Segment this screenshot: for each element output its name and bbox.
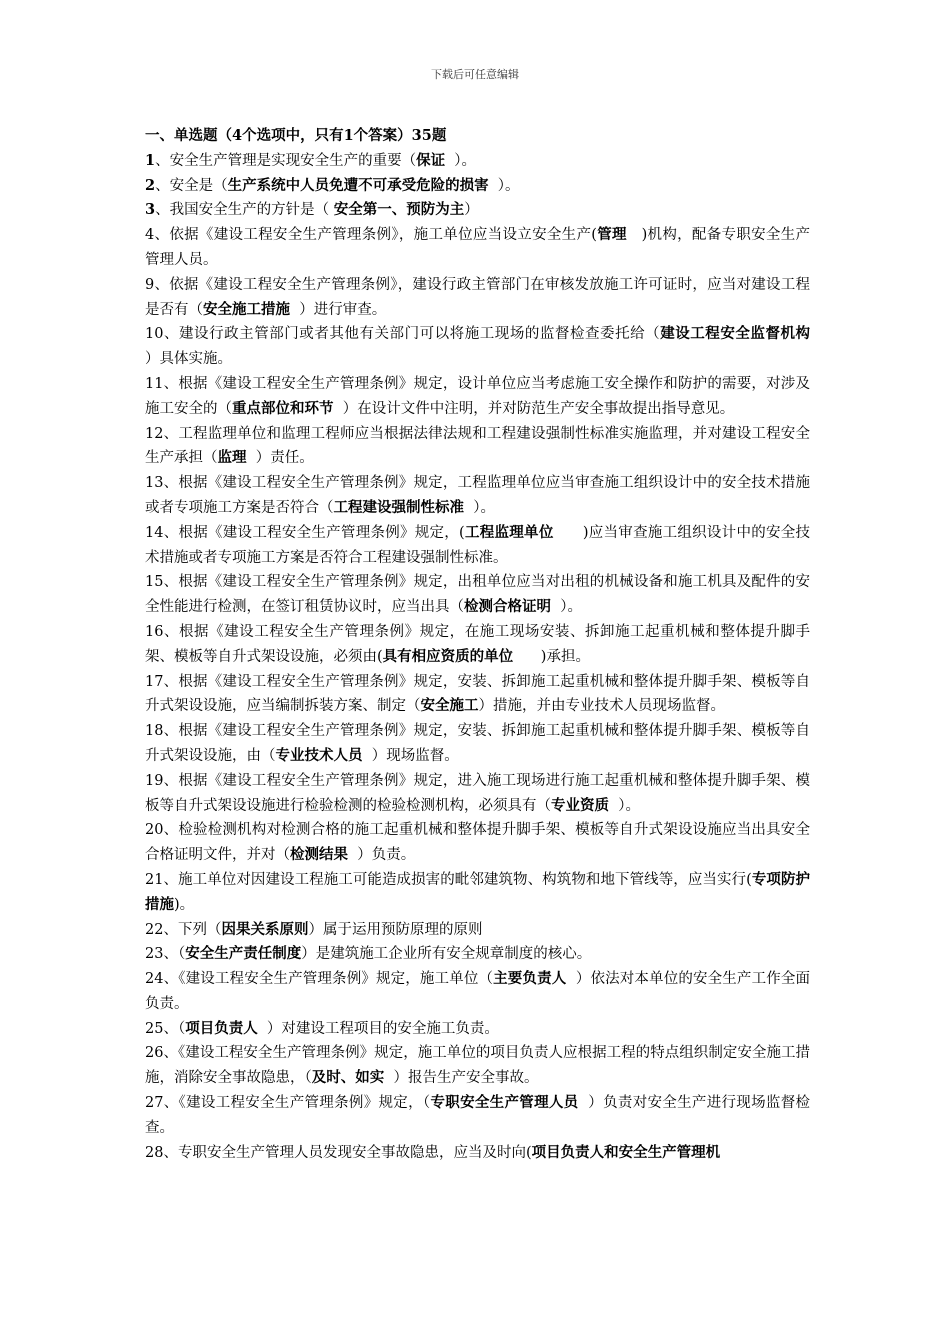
question-text-tail: ）属于运用预防原理的原则 — [308, 921, 483, 938]
answer-text: 专业技术人员 — [275, 746, 363, 764]
question-number: 18 — [145, 723, 164, 740]
question-number: 11 — [145, 375, 164, 392]
question-number: 12 — [145, 425, 164, 442]
question-text-tail: ）。 — [551, 599, 582, 616]
section-title: 一、单选题（4个选项中，只有1个答案）35题 — [145, 127, 447, 144]
question-item — [145, 570, 810, 620]
question-text: 、根据《建设工程安全生产管理条例》规定，进入施工现场进行施工起重机械和整体提升脚手架、模板等自升式架设设施进行检验检测的检验检测机构，必须具有（ — [145, 772, 810, 814]
answer-text: 专项防护措施 — [145, 870, 811, 913]
question-text-tail: ）对建设工程项目的安全施工负责。 — [257, 1020, 499, 1037]
question-text-tail: ）。 — [464, 499, 495, 516]
question-text-tail: ）是建筑施工企业所有安全规章制度的核心。 — [301, 946, 592, 963]
question-text-tail: )应当审查施工组织设计中的安全技术措施或者专项施工方案是否符合工程建设强制性标准。 — [145, 524, 811, 566]
question-item — [145, 1091, 810, 1141]
question-number: 26 — [145, 1045, 164, 1062]
question-item — [145, 471, 810, 521]
question-number: 3 — [145, 201, 156, 219]
question-number: 14 — [145, 524, 164, 541]
question-text-tail: ）负责对安全生产进行现场监督检查。 — [145, 1095, 811, 1136]
question-text: 、依据《建设工程安全生产管理条例》，建设行政主管部门在审核发放施工许可证时，应当对建设工程是否有（ — [145, 276, 810, 318]
answer-text: 检测合格证明 — [464, 598, 551, 616]
question-item — [145, 967, 810, 1017]
answer-text: 管理 — [596, 226, 627, 244]
answer-text: 安全施工措施 — [203, 300, 290, 318]
answer-text: 因果关系原则 — [221, 920, 309, 938]
question-number: 16 — [145, 623, 164, 640]
document-body — [145, 124, 829, 1165]
question-text: 、依据《建设工程安全生产管理条例》，施工单位应当设立安全生产( — [154, 227, 597, 244]
answer-text: 项目负责人 — [185, 1019, 258, 1037]
question-text-tail: ）。 — [488, 177, 520, 194]
question-item — [145, 942, 810, 967]
question-number: 15 — [145, 574, 164, 591]
question-item — [145, 769, 810, 819]
question-number: 13 — [145, 475, 164, 492]
question-text-tail: ）措施，并由专业技术人员现场监督。 — [478, 698, 725, 715]
answer-text: 及时、如实 — [311, 1069, 385, 1087]
question-item — [145, 1017, 810, 1042]
question-item — [145, 422, 810, 472]
answer-text: 安全第一、预防为主 — [333, 201, 465, 219]
question-text-tail: )。 — [174, 896, 195, 913]
question-text-tail: ） — [464, 202, 479, 219]
answer-text: 生产系统中人员免遭不可承受危险的损害 — [227, 176, 489, 194]
question-text-tail: )承担。 — [513, 648, 590, 665]
question-item — [145, 1041, 810, 1091]
answer-text: 保证 — [416, 151, 446, 169]
question-item — [145, 670, 810, 720]
question-text: 、我国安全生产的方针是（ — [155, 202, 334, 219]
answer-text: 主要负责人 — [493, 970, 567, 988]
question-item — [145, 273, 810, 323]
question-number: 24 — [145, 971, 164, 988]
answer-text: 安全生产责任制度 — [185, 945, 302, 963]
question-text: 、根据《建设工程安全生产管理条例》规定，( — [163, 524, 465, 541]
question-item — [145, 223, 810, 273]
question-text: 、（ — [163, 1020, 186, 1037]
answer-text: 工程建设强制性标准 — [333, 498, 464, 516]
question-number: 9 — [145, 276, 155, 293]
question-number: 17 — [145, 673, 164, 690]
question-text: 、施工单位对因建设工程施工可能造成损害的毗邻建筑物、构筑物和地下管线等，应当实行( — [163, 871, 752, 888]
question-number: 2 — [145, 176, 156, 194]
question-text-tail: ）。 — [609, 797, 640, 814]
question-text: 、下列（ — [163, 921, 222, 938]
question-item — [145, 149, 810, 174]
question-text: 、（ — [163, 946, 186, 963]
question-text: 、检验检测机构对检测合格的施工起重机械和整体提升脚手架、模板等自升式架设设施应当出具安全合格证明文件，并对（ — [145, 822, 810, 864]
question-text-tail: ）现场监督。 — [362, 747, 459, 764]
question-item — [145, 322, 829, 372]
answer-text: 检测结果 — [290, 846, 348, 864]
question-text: 、根据《建设工程安全生产管理条例》规定，出租单位应当对出租的机械设备和施工机具及配件的安全性能进行检测，在签订租赁协议时，应当出具（ — [145, 574, 810, 616]
question-item — [145, 372, 810, 422]
question-list — [145, 149, 829, 1166]
question-number: 10 — [145, 326, 164, 343]
answer-text: 监理 — [217, 449, 247, 467]
question-number: 19 — [145, 772, 164, 789]
question-number: 25 — [145, 1020, 164, 1037]
question-text: 、专职安全生产管理人员发现安全事故隐患，应当及时向( — [163, 1144, 532, 1161]
question-item — [145, 198, 810, 223]
question-text: 、根据《建设工程安全生产管理条例》规定，设计单位应当考虑施工安全操作和防护的需要，对涉及施工安全的（ — [145, 375, 810, 417]
question-item — [145, 174, 810, 199]
question-text-tail: ）具体实施。 — [145, 326, 829, 368]
question-text: 、安全生产管理是实现安全生产的重要（ — [155, 152, 417, 169]
question-text-tail: ）负责。 — [348, 847, 416, 864]
question-text: 、根据《建设工程安全生产管理条例》规定，安装、拆卸施工起重机械和整体提升脚手架、模板等自升式架设设施，由（ — [145, 723, 810, 764]
answer-text: 安全施工 — [420, 697, 479, 715]
question-text: 、建设行政主管部门或者其他有关部门可以将施工现场的监督检查委托给（ — [163, 326, 661, 343]
answer-text: 工程监理单位 — [464, 523, 554, 541]
answer-text: 具有相应资质的单位 — [382, 647, 514, 665]
answer-text: 专职安全生产管理人员 — [430, 1094, 579, 1112]
question-text-tail: ）报告生产安全事故。 — [384, 1070, 539, 1087]
question-text: 、根据《建设工程安全生产管理条例》规定，工程监理单位应当审查施工组织设计中的安全技术措施或者专项施工方案是否符合（ — [145, 475, 810, 516]
question-text: 、《建设工程安全生产管理条例》规定，施工单位（ — [163, 971, 494, 988]
question-number: 27 — [145, 1095, 164, 1112]
question-text: 、根据《建设工程安全生产管理条例》规定，在施工现场安装、拆卸施工起重机械和整体提升脚手架、模板等自升式架设设施，必须由( — [145, 623, 810, 665]
question-text: 、安全是（ — [155, 177, 228, 194]
question-number: 1 — [145, 151, 156, 169]
question-text: 、根据《建设工程安全生产管理条例》规定，安装、拆卸施工起重机械和整体提升脚手架、模板等自升式架设设施，应当编制拆装方案、制定（ — [145, 673, 810, 715]
answer-text: 专业资质 — [551, 796, 609, 814]
question-number: 22 — [145, 921, 164, 938]
question-text-tail: )机构，配备专职安全生产管理人员。 — [145, 227, 811, 268]
question-number: 23 — [145, 946, 164, 963]
answer-text: 项目负责人和安全生产管理机 — [531, 1143, 721, 1161]
question-text-tail: ）进行审查。 — [290, 301, 387, 318]
question-text-tail: ）责任。 — [246, 450, 314, 467]
question-text: 、工程监理单位和监理工程师应当根据法律法规和工程建设强制性标准实施监理，并对建设工程安全生产承担（ — [145, 425, 810, 467]
question-number: 21 — [145, 871, 164, 888]
question-item — [145, 868, 810, 918]
question-item — [145, 719, 810, 769]
question-text-tail: ）依法对本单位的安全生产工作全面负责。 — [145, 971, 811, 1012]
question-item — [145, 918, 810, 943]
question-item — [145, 521, 810, 571]
question-item — [145, 1141, 810, 1166]
answer-text: 重点部位和环节 — [232, 399, 334, 417]
question-item — [145, 818, 810, 868]
answer-text: 建设工程安全监督机构 — [660, 325, 811, 343]
page-header-note: 下载后可任意编辑 — [431, 68, 519, 81]
question-text-tail: ）。 — [445, 152, 477, 169]
question-number: 20 — [145, 822, 164, 839]
question-number: 28 — [145, 1144, 164, 1161]
question-text: 、《建设工程安全生产管理条例》规定，（ — [163, 1095, 431, 1112]
question-number: 4 — [145, 227, 155, 244]
question-text: 、《建设工程安全生产管理条例》规定，施工单位的项目负责人应根据工程的特点组织制定安全施工措施，消除安全事故隐患，（ — [145, 1045, 810, 1087]
question-item — [145, 620, 810, 670]
question-text-tail: ）在设计文件中注明，并对防范生产安全事故提出指导意见。 — [333, 400, 735, 417]
